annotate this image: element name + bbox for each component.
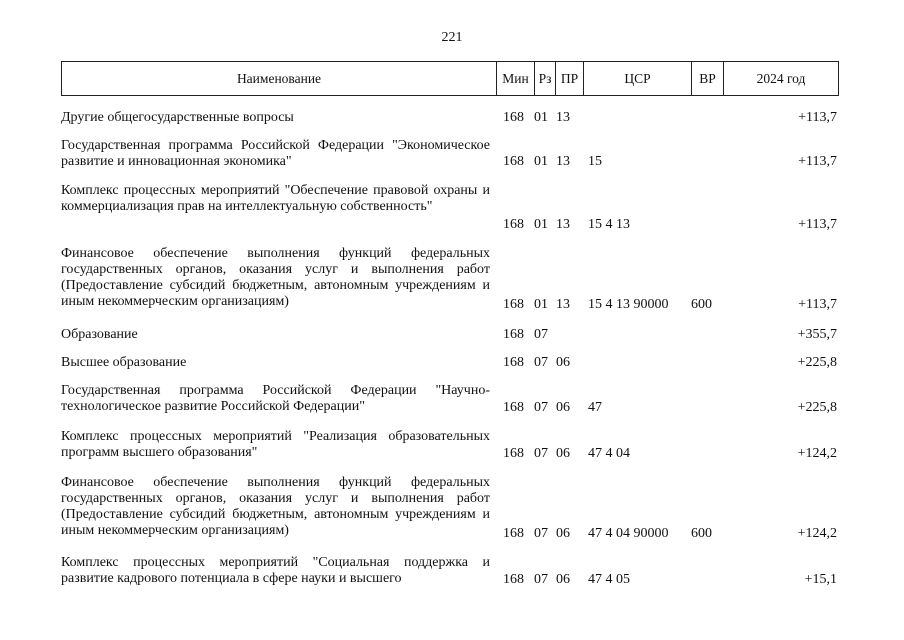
row-pr: 06 (556, 446, 570, 461)
row-csr: 15 (588, 154, 602, 169)
row-min: 168 (503, 572, 524, 587)
header-vr: ВР (692, 62, 724, 95)
row-amount: +113,7 (798, 297, 837, 312)
row-rz: 07 (534, 526, 548, 541)
header-min: Мин (497, 62, 535, 95)
row-amount: +225,8 (797, 400, 837, 415)
row-min: 168 (503, 154, 524, 169)
row-min: 168 (503, 327, 524, 342)
row-name: Финансовое обеспечение выполнения функций федеральных государственных органов, оказания услуг и выполнения работ (Предоставление субсидий бюджетным, автономным учреждениям и иным некоммерческим организациям) (61, 475, 490, 538)
row-amount: +355,7 (797, 327, 837, 342)
row-pr: 06 (556, 526, 570, 541)
row-name: Комплекс процессных мероприятий "Социальная поддержка и развитие кадрового потенциала в сфере науки и высшего (61, 555, 490, 586)
row-rz: 01 (534, 110, 548, 125)
row-name: Комплекс процессных мероприятий "Реализация образовательных программ высшего образования" (61, 429, 490, 460)
row-csr: 47 4 04 (588, 446, 630, 461)
page-number: 221 (441, 30, 463, 45)
row-amount: +113,7 (798, 110, 837, 125)
header-name: Наименование (62, 62, 497, 95)
row-rz: 07 (534, 446, 548, 461)
header-pr: ПР (556, 62, 584, 95)
row-rz: 07 (534, 572, 548, 587)
row-min: 168 (503, 526, 524, 541)
row-name: Высшее образование (61, 355, 187, 370)
row-amount: +124,2 (797, 526, 837, 541)
row-csr: 47 4 04 90000 (588, 526, 669, 541)
row-amount: +113,7 (798, 154, 837, 169)
row-pr: 06 (556, 355, 570, 370)
row-csr: 47 4 05 (588, 572, 630, 587)
row-pr: 06 (556, 572, 570, 587)
row-min: 168 (503, 400, 524, 415)
row-rz: 07 (534, 400, 548, 415)
row-vr: 600 (691, 526, 712, 541)
row-rz: 01 (534, 297, 548, 312)
row-pr: 13 (556, 110, 570, 125)
row-name: Государственная программа Российской Федерации "Научно-технологическое развитие Российской Федерации" (61, 383, 490, 414)
row-amount: +124,2 (797, 446, 837, 461)
row-name: Финансовое обеспечение выполнения функций федеральных государственных органов, оказания услуг и выполнения работ (Предоставление субсидий бюджетным, автономным учреждениям и иным некоммерческим организациям) (61, 246, 490, 309)
row-amount: +225,8 (797, 355, 837, 370)
row-rz: 07 (534, 327, 548, 342)
row-rz: 07 (534, 355, 548, 370)
header-rz: Рз (535, 62, 556, 95)
row-min: 168 (503, 217, 524, 232)
row-name: Комплекс процессных мероприятий "Обеспечение правовой охраны и коммерциализация прав на интеллектуальную собственность" (61, 183, 490, 214)
row-vr: 600 (691, 297, 712, 312)
row-name: Государственная программа Российской Федерации "Экономическое развитие и инновационная экономика" (61, 138, 490, 169)
row-csr: 15 4 13 (588, 217, 630, 232)
row-pr: 13 (556, 297, 570, 312)
header-csr: ЦСР (584, 62, 692, 95)
row-csr: 15 4 13 90000 (588, 297, 669, 312)
row-amount: +113,7 (798, 217, 837, 232)
row-name: Образование (61, 327, 138, 342)
row-min: 168 (503, 446, 524, 461)
row-pr: 13 (556, 217, 570, 232)
row-pr: 06 (556, 400, 570, 415)
row-csr: 47 (588, 400, 602, 415)
row-min: 168 (503, 297, 524, 312)
row-pr: 13 (556, 154, 570, 169)
header-year: 2024 год (756, 70, 806, 86)
row-name: Другие общегосударственные вопросы (61, 110, 294, 125)
table-header (61, 61, 839, 96)
row-min: 168 (503, 355, 524, 370)
row-min: 168 (503, 110, 524, 125)
row-rz: 01 (534, 154, 548, 169)
row-rz: 01 (534, 217, 548, 232)
row-amount: +15,1 (804, 572, 837, 587)
